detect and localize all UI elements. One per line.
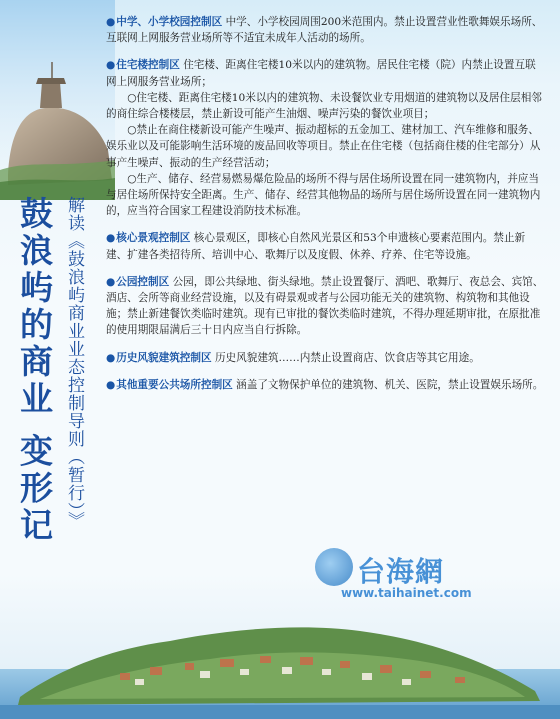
section-heading: ● 历史风貌建筑控制区 <box>106 352 212 364</box>
section-paragraph <box>106 14 546 46</box>
section-heading: ● 其他重要公共场所控制区 <box>106 379 233 391</box>
watermark-name: 台海網 <box>357 555 445 588</box>
section-paragraph <box>106 377 546 393</box>
section-heading: ● 核心景观控制区 <box>106 232 190 244</box>
section-text: 核心景观区，即核心自然风光景区和53个申遗核心要素范围内。禁止新建、扩建各类招待所、培训中心、歌舞厅以及度假、休养、疗养、住宅等设施。 <box>106 232 526 261</box>
section-paragraph <box>106 274 546 339</box>
section-text: 历史风貌建筑……内禁止设置商店、饮食店等其它用途。 <box>214 351 480 364</box>
section-text: 中学、小学校园周围200米范围内。禁止设置营业性歌舞娱乐场所、互联网上网服务营业场所等不适宜未成年人活动的场所。 <box>106 16 543 45</box>
section-text: 涵盖了文物保护单位的建筑物、机关、医院，禁止设置娱乐场所。 <box>236 378 544 391</box>
section-paragraph <box>106 230 546 262</box>
sub-title-prefix: 解读 <box>64 196 84 232</box>
section-paragraph: ○禁止在商住楼新设可能产生噪声、振动超标的五金加工、建材加工、汽车维修和服务、娱乐业以及可能影响生活环境的废品回收等项目。禁止在住宅楼（包括商住楼的住宅部分）从事产生噪声、振动的生产经营活动； <box>106 124 541 169</box>
section-text: 公园，即公共绿地、街头绿地。禁止设置餐厅、酒吧、歌舞厅、夜总会、宾馆、酒店、会所等商业经营设施，以及有碍景观或者与公园功能无关的建筑物、构筑物和其他设施；禁止新建餐饮类临时建筑。现有已审批的餐饮类临时建筑，不得办理延期审批，在原批准的使用期限届满后三十日内应当自行拆除。 <box>106 275 544 337</box>
section-residential-zone <box>106 57 546 219</box>
sub-title <box>62 196 86 530</box>
section-core-landscape-zone <box>106 230 546 262</box>
rock-illustration <box>0 0 115 200</box>
section-heading: ● 中学、小学校园控制区 <box>106 16 222 28</box>
section-park-zone <box>106 274 546 339</box>
section-paragraph: ○住宅楼、距离住宅楼10米以内的建筑物、未设餐饮业专用烟道的建筑物以及居住层相邻的商住综合楼楼层，禁止新设可能产生油烟、噪声污染的餐饮业项目； <box>106 91 542 121</box>
section-text: 住宅楼、距离住宅楼10米以内的建筑物。居民住宅楼（院）内禁止设置互联网上网服务营业场所； <box>106 59 536 88</box>
article-content <box>106 14 546 404</box>
section-heading: ● 公园控制区 <box>106 276 169 288</box>
section-paragraph <box>106 350 546 366</box>
section-paragraph: ○生产、储存、经营易燃易爆危险品的场所不得与居住场所设置在同一建筑物内，并应当与居住场所保持安全距离。生产、储存、经营其他物品的场所与居住场所设置在同一建筑物内的，应当符合国家工程建设消防技术标准。 <box>106 172 541 218</box>
watermark-logo-icon <box>315 548 353 586</box>
watermark <box>295 548 485 608</box>
section-public-place-zone <box>106 377 546 393</box>
section-paragraph <box>106 57 546 89</box>
main-title: 鼓浪屿的商业 变形记 <box>15 196 54 545</box>
island-illustration <box>0 609 560 719</box>
section-heading: ● 住宅楼控制区 <box>106 59 180 71</box>
section-historic-building-zone <box>106 350 546 366</box>
sub-title-text: 《鼓浪屿商业业态控制导则（暂行）》 <box>64 232 84 530</box>
section-school-zone <box>106 14 546 46</box>
watermark-url: www.taihainet.com <box>341 586 472 600</box>
